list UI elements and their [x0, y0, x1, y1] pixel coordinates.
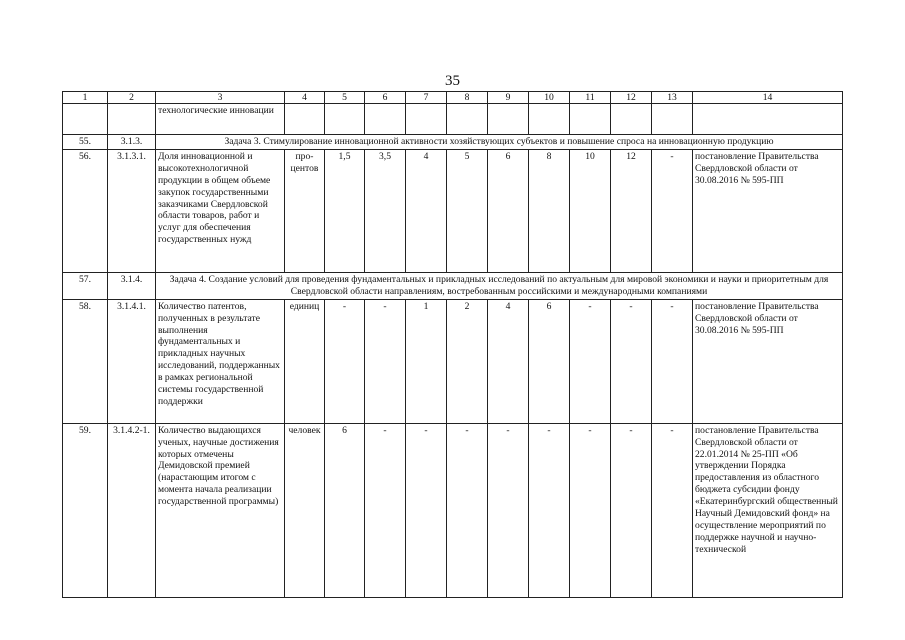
header-cell: 14: [693, 92, 843, 104]
value-cell: 6: [325, 423, 365, 597]
header-cell: 2: [108, 92, 156, 104]
header-cell: 4: [285, 92, 325, 104]
table-row: [63, 149, 843, 272]
row-number: 55.: [63, 135, 108, 150]
value-cell: 2: [447, 299, 488, 423]
value-cell: -: [570, 423, 611, 597]
legal-basis: постановление Правительства Свердловской области от 22.01.2014 № 25-ПП «Об утверждении Порядка предоставления из областного бюджета субсидии фонду «Екатеринбургский общественный Научный Демидовский фонд» на осуществление мероприятий по поддержке научной и научно-технической: [693, 423, 843, 597]
value-cell: -: [488, 423, 529, 597]
header-cell: 13: [652, 92, 693, 104]
task-row: [63, 272, 843, 299]
header-cell: 12: [611, 92, 652, 104]
value-cell: -: [611, 423, 652, 597]
value-cell: -: [570, 299, 611, 423]
value-cell: 1,5: [325, 149, 365, 272]
value-cell: -: [652, 299, 693, 423]
value-cell: -: [447, 423, 488, 597]
header-cell: 8: [447, 92, 488, 104]
value-cell: -: [365, 299, 406, 423]
value-cell: -: [652, 423, 693, 597]
value-cell: 10: [570, 149, 611, 272]
header-cell: 5: [325, 92, 365, 104]
row-code: 3.1.4.1.: [108, 299, 156, 423]
row-code: 3.1.4.2-1.: [108, 423, 156, 597]
value-cell: 8: [529, 149, 570, 272]
table-row: [63, 423, 843, 597]
header-cell: 1: [63, 92, 108, 104]
task-title: Задача 4. Создание условий для проведения фундаментальных и прикладных исследований по актуальным для мировой экономики и науки и приоритетным для Свердловской области направлениям, востребованным российскими и международными компаниями: [156, 272, 843, 299]
value-cell: 12: [611, 149, 652, 272]
indicator-name: технологические инновации: [156, 104, 285, 135]
unit: про-центов: [285, 149, 325, 272]
value-cell: -: [611, 299, 652, 423]
indicator-name: Количество патентов, полученных в результате выполнения фундаментальных и прикладных научных исследований, поддержанных в рамках региональной системы государственной поддержки: [156, 299, 285, 423]
value-cell: 4: [406, 149, 447, 272]
task-row: [63, 135, 843, 150]
value-cell: 6: [488, 149, 529, 272]
row-number: 59.: [63, 423, 108, 597]
table-row: [63, 299, 843, 423]
row-number: 56.: [63, 149, 108, 272]
row-code: 3.1.3.: [108, 135, 156, 150]
unit: человек: [285, 423, 325, 597]
unit: единиц: [285, 299, 325, 423]
header-cell: 7: [406, 92, 447, 104]
value-cell: -: [325, 299, 365, 423]
value-cell: 6: [529, 299, 570, 423]
legal-basis: постановление Правительства Свердловской области от 30.08.2016 № 595-ПП: [693, 149, 843, 272]
value-cell: 4: [488, 299, 529, 423]
header-cell: 6: [365, 92, 406, 104]
task-title: Задача 3. Стимулирование инновационной активности хозяйствующих субъектов и повышение спроса на инновационную продукцию: [156, 135, 843, 150]
page-number: 35: [445, 73, 460, 89]
value-cell: -: [406, 423, 447, 597]
indicators-table: [62, 91, 843, 598]
row-code: 3.1.3.1.: [108, 149, 156, 272]
value-cell: 3,5: [365, 149, 406, 272]
header-cell: 10: [529, 92, 570, 104]
value-cell: -: [652, 149, 693, 272]
value-cell: 5: [447, 149, 488, 272]
indicator-name: Доля инновационной и высокотехнологичной продукции в общем объеме закупок государственными заказчиками Свердловской области товаров, работ и услуг для обеспечения государственных нужд: [156, 149, 285, 272]
header-cell: 11: [570, 92, 611, 104]
header-cell: 9: [488, 92, 529, 104]
legal-basis: постановление Правительства Свердловской области от 30.08.2016 № 595-ПП: [693, 299, 843, 423]
table-row: [63, 104, 843, 135]
row-number: 58.: [63, 299, 108, 423]
indicator-name: Количество выдающихся ученых, научные достижения которых отмечены Демидовской премией (нарастающим итогом с момента начала реализации государственной программы): [156, 423, 285, 597]
header-cell: 3: [156, 92, 285, 104]
header-row: [63, 92, 843, 104]
value-cell: 1: [406, 299, 447, 423]
value-cell: -: [365, 423, 406, 597]
value-cell: -: [529, 423, 570, 597]
row-number: 57.: [63, 272, 108, 299]
row-code: 3.1.4.: [108, 272, 156, 299]
